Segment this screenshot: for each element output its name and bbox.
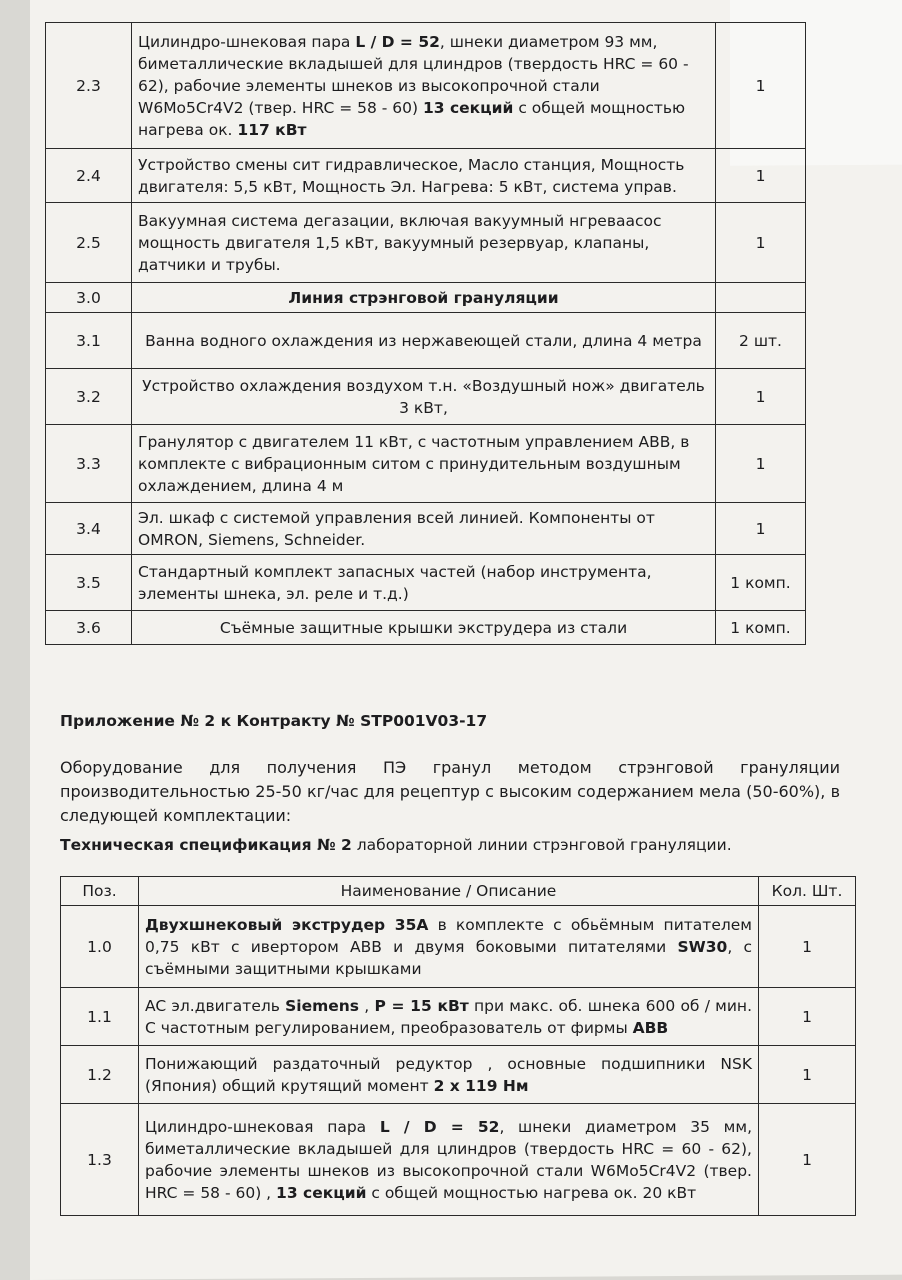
cell-pos: 1.1 bbox=[61, 988, 139, 1046]
table-row bbox=[46, 369, 806, 425]
bold-text: Siemens bbox=[285, 996, 360, 1015]
cell-qty: 1 bbox=[716, 369, 806, 425]
cell-description bbox=[139, 906, 759, 988]
text: , bbox=[359, 996, 375, 1015]
cell-pos: 3.4 bbox=[46, 503, 132, 555]
cell-description bbox=[132, 23, 716, 149]
cell-qty: 1 bbox=[716, 425, 806, 503]
text: AC эл.двигатель bbox=[145, 996, 286, 1015]
text: Съёмные защитные крышки экструдера из стали bbox=[219, 618, 628, 637]
cell-description bbox=[132, 203, 716, 283]
header-qty: Кол. Шт. bbox=[759, 877, 856, 906]
spec-title-rest: лабораторной линии стрэнговой грануляции. bbox=[351, 836, 732, 854]
cell-qty: 1 комп. bbox=[716, 611, 806, 645]
table-header-row bbox=[61, 877, 856, 906]
cell-description bbox=[132, 313, 716, 369]
text: Гранулятор с двигателем 11 кВт, с частотным управлением ABB, в комплекте с вибрационным ситом с принудительным воздушным охлаждением, длина 4 м bbox=[138, 432, 690, 495]
cell-qty: 1 bbox=[759, 1046, 856, 1104]
bold-text: 13 секций bbox=[422, 98, 514, 117]
table-row bbox=[61, 1046, 856, 1104]
cell-qty: 1 комп. bbox=[716, 555, 806, 611]
bold-text: P = 15 кВт bbox=[374, 996, 469, 1015]
text: Устройство смены сит гидравлическое, Масло станция, Мощность двигателя: 5,5 кВт, Мощность Эл. Нагрева: 5 кВт, система управ. bbox=[138, 155, 685, 196]
table-row bbox=[46, 555, 806, 611]
text: Ванна водного охлаждения из нержавеющей стали, длина 4 метра bbox=[145, 331, 702, 350]
bold-text: 2 x 119 Нм bbox=[433, 1076, 529, 1095]
cell-description bbox=[139, 988, 759, 1046]
bold-text: Двухшнековый экструдер 35А bbox=[145, 915, 429, 934]
cell-pos: 3.5 bbox=[46, 555, 132, 611]
cell-qty: 1 bbox=[716, 503, 806, 555]
intro-paragraph: Оборудование для получения ПЭ гранул методом стрэнговой грануляции производительностью 25-50 кг/час для рецептур с высоким содержанием мела (50-60%), в следующей комплектации: bbox=[60, 758, 840, 825]
text: Цилиндро-шнековая пара bbox=[138, 32, 356, 51]
bold-text: 13 секций bbox=[276, 1183, 367, 1202]
cell-pos: 1.2 bbox=[61, 1046, 139, 1104]
cell-description bbox=[132, 369, 716, 425]
bold-text: L / D = 52 bbox=[355, 32, 440, 51]
table-row bbox=[46, 283, 806, 313]
text: Цилиндро-шнековая пара bbox=[145, 1117, 380, 1136]
cell-qty bbox=[716, 283, 806, 313]
cell-pos: 3.1 bbox=[46, 313, 132, 369]
cell-pos: 2.3 bbox=[46, 23, 132, 149]
text: Стандартный комплект запасных частей (набор инструмента, элементы шнека, эл. реле и т.д.) bbox=[138, 562, 652, 603]
cell-description bbox=[132, 611, 716, 645]
cell-pos: 3.6 bbox=[46, 611, 132, 645]
text: с общей мощностью нагрева ок. bbox=[138, 98, 686, 139]
cell-qty: 1 bbox=[759, 1104, 856, 1216]
cell-description bbox=[132, 283, 716, 313]
cell-description bbox=[132, 149, 716, 203]
bold-text: 117 кВт bbox=[237, 120, 307, 139]
cell-pos: 3.3 bbox=[46, 425, 132, 503]
cell-pos: 2.5 bbox=[46, 203, 132, 283]
spec-title bbox=[60, 836, 840, 854]
table-row bbox=[61, 988, 856, 1046]
text: , шнеки диаметром 93 мм, биметаллические вкладышей для цлиндров (твердость HRC = 60 - 62), рабочие элементы шнеков из высокопрочной стали W6Mo5Cr4V2 (твер. HRC = 58 - 60) bbox=[138, 32, 689, 117]
cell-qty: 1 bbox=[716, 203, 806, 283]
header-pos: Поз. bbox=[61, 877, 139, 906]
table-row bbox=[46, 23, 806, 149]
table-row bbox=[61, 1104, 856, 1216]
table-row bbox=[46, 611, 806, 645]
bold-text: Линия стрэнговой грануляции bbox=[288, 288, 559, 307]
cell-pos: 1.0 bbox=[61, 906, 139, 988]
text: Устройство охлаждения воздухом т.н. «Воздушный нож» двигатель 3 кВт, bbox=[142, 376, 705, 417]
text: Эл. шкаф с системой управления всей линией. Компоненты от OMRON, Siemens, Schneider. bbox=[138, 508, 655, 549]
cell-qty: 1 bbox=[716, 23, 806, 149]
spec-table-2 bbox=[60, 876, 856, 1216]
text: Понижающий раздаточный редуктор , основные подшипники NSK (Япония) общий крутящий момент bbox=[145, 1054, 752, 1095]
appendix-title: Приложение № 2 к Контракту № STP001V03-17 bbox=[60, 712, 488, 730]
cell-description bbox=[139, 1104, 759, 1216]
cell-pos: 1.3 bbox=[61, 1104, 139, 1216]
cell-description bbox=[132, 503, 716, 555]
text: Вакуумная система дегазации, включая вакуумный нгреваасос мощность двигателя 1,5 кВт, вакуумный резервуар, клапаны, датчики и трубы. bbox=[138, 211, 662, 274]
bold-text: L / D = 52 bbox=[379, 1117, 500, 1136]
cell-pos: 3.2 bbox=[46, 369, 132, 425]
cell-description bbox=[132, 555, 716, 611]
spec-title-bold: Техническая спецификация № 2 bbox=[60, 836, 352, 854]
text: , с съёмными защитными крышками bbox=[145, 937, 752, 978]
cell-qty: 1 bbox=[759, 988, 856, 1046]
text: при макс. об. шнека 600 об / мин. С частотным регулированием, преобразователь от фирмы bbox=[145, 996, 752, 1037]
header-desc: Наименование / Описание bbox=[139, 877, 759, 906]
bold-text: SW30 bbox=[677, 937, 728, 956]
cell-qty: 2 шт. bbox=[716, 313, 806, 369]
table-row bbox=[46, 503, 806, 555]
text: в комплекте с обьёмным питателем 0,75 кВт с ивертором ABB и двумя боковыми питателями bbox=[145, 915, 752, 956]
cell-qty: 1 bbox=[716, 149, 806, 203]
cell-pos: 3.0 bbox=[46, 283, 132, 313]
bold-text: ABB bbox=[632, 1018, 669, 1037]
table-row bbox=[46, 313, 806, 369]
text: с общей мощностью нагрева ок. 20 кВт bbox=[366, 1183, 697, 1202]
cell-pos: 2.4 bbox=[46, 149, 132, 203]
table-row bbox=[46, 203, 806, 283]
table-row bbox=[46, 425, 806, 503]
table-row bbox=[46, 149, 806, 203]
cell-description bbox=[132, 425, 716, 503]
spec-table-1 bbox=[45, 22, 806, 645]
cell-description bbox=[139, 1046, 759, 1104]
table-row bbox=[61, 906, 856, 988]
cell-qty: 1 bbox=[759, 906, 856, 988]
text: , шнеки диаметром 35 мм, биметаллические вкладышей для цлиндров (твердость HRC = 60 - 62), рабочие элементы шнеков из высокопрочной стали W6Mo5Cr4V2 (твер. HRC = 58 - 60) , bbox=[145, 1117, 752, 1202]
